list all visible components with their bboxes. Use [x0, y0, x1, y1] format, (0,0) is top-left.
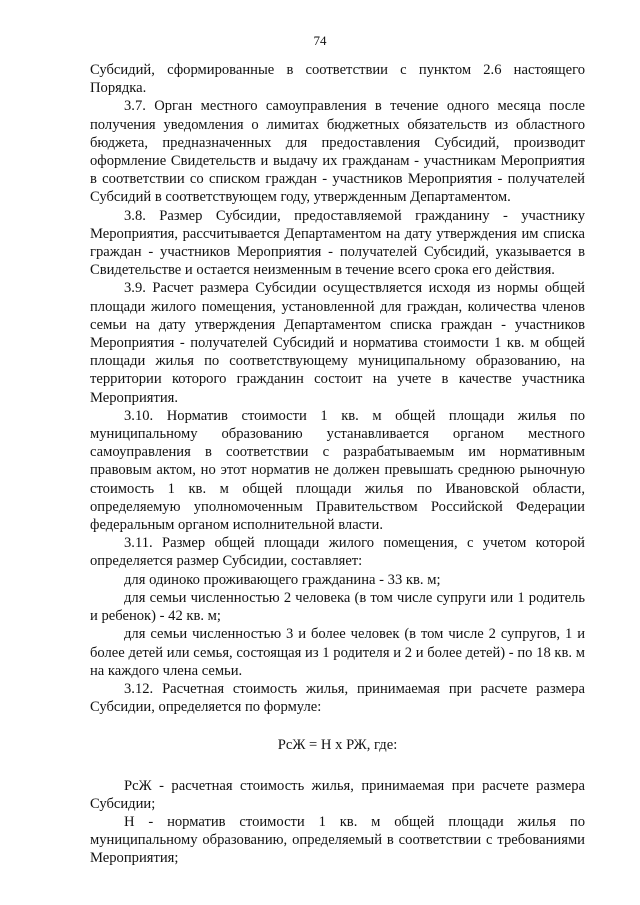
paragraph-3-7: 3.7. Орган местного самоуправления в течение одного месяца после получения уведомления о лимитах бюджетных обязательств из областного бюджета, предназначенных для предоставления Субсидий, производит оформление Свидетельств и выдачу их гражданам - участникам Мероприятия в соответствии со списком граждан - участников Мероприятия - получателей Субсидий в соответствующем году, утвержденным Департаментом.: [90, 98, 585, 206]
paragraph-3-10: 3.10. Норматив стоимости 1 кв. м общей площади жилья по муниципальному образованию устанавливается органом местного самоуправления в соответствии с разрабатываемым им нормативным правовым актом, но этот норматив не должен превышать среднюю рыночную стоимость 1 кв. м общей площади жилья по Ивановской области, определяемую уполномоченным Правительством Российской Федерации федеральным органом исполнительной власти.: [90, 407, 585, 534]
paragraph-3-9: 3.9. Расчет размера Субсидии осуществляется исходя из нормы общей площади жилого помещения, установленной для граждан, количества членов семьи на дату утверждения Департаментом списка граждан - участников Мероприятия - получателей Субсидий и норматива стоимости 1 кв. м общей площади жилья по соответствующему муниципальному образованию, на территории которого гражданин состоит на учете в качестве участника Мероприятия.: [90, 280, 585, 406]
paragraph-continuation: Субсидий, сформированные в соответствии с пунктом 2.6 настоящего Порядка.: [90, 62, 585, 97]
paragraph-3-11: 3.11. Размер общей площади жилого помещения, с учетом которой определяется размер Субсидии, составляет:: [90, 535, 585, 570]
paragraph-3-8: 3.8. Размер Субсидии, предоставляемой гражданину - участнику Мероприятия, рассчитывается Департаментом на дату утверждения им списка граждан - участников Мероприятия - получателей Субсидий, указывается в Свидетельстве и остается неизменным в течение всего срока его действия.: [90, 207, 585, 279]
list-item-three-plus: для семьи численностью 3 и более человек (в том числе 2 супругов, 1 и более детей или семья, состоящая из 1 родителя и 2 и более детей) - по 18 кв. м на каждого члена семьи.: [90, 626, 585, 679]
list-item-two-persons: для семьи численностью 2 человека (в том числе супруги или 1 родитель и ребенок) - 42 кв. м;: [90, 589, 585, 625]
paragraph-3-12: 3.12. Расчетная стоимость жилья, принимаемая при расчете размера Субсидии, определяется по формуле:: [90, 680, 585, 716]
document-body: [90, 61, 585, 868]
page-number: 74: [313, 33, 327, 48]
definition-n: Н - норматив стоимости 1 кв. м общей площади жилья по муниципальному образованию, определяемый в соответствии с требованиями Мероприятия;: [90, 813, 585, 867]
list-item-single: для одиноко проживающего гражданина - 33 кв. м;: [124, 571, 441, 588]
formula: РсЖ = Н х РЖ, где:: [277, 737, 398, 754]
definition-rszh: РсЖ - расчетная стоимость жилья, принимаемая при расчете размера Субсидии;: [90, 777, 585, 812]
